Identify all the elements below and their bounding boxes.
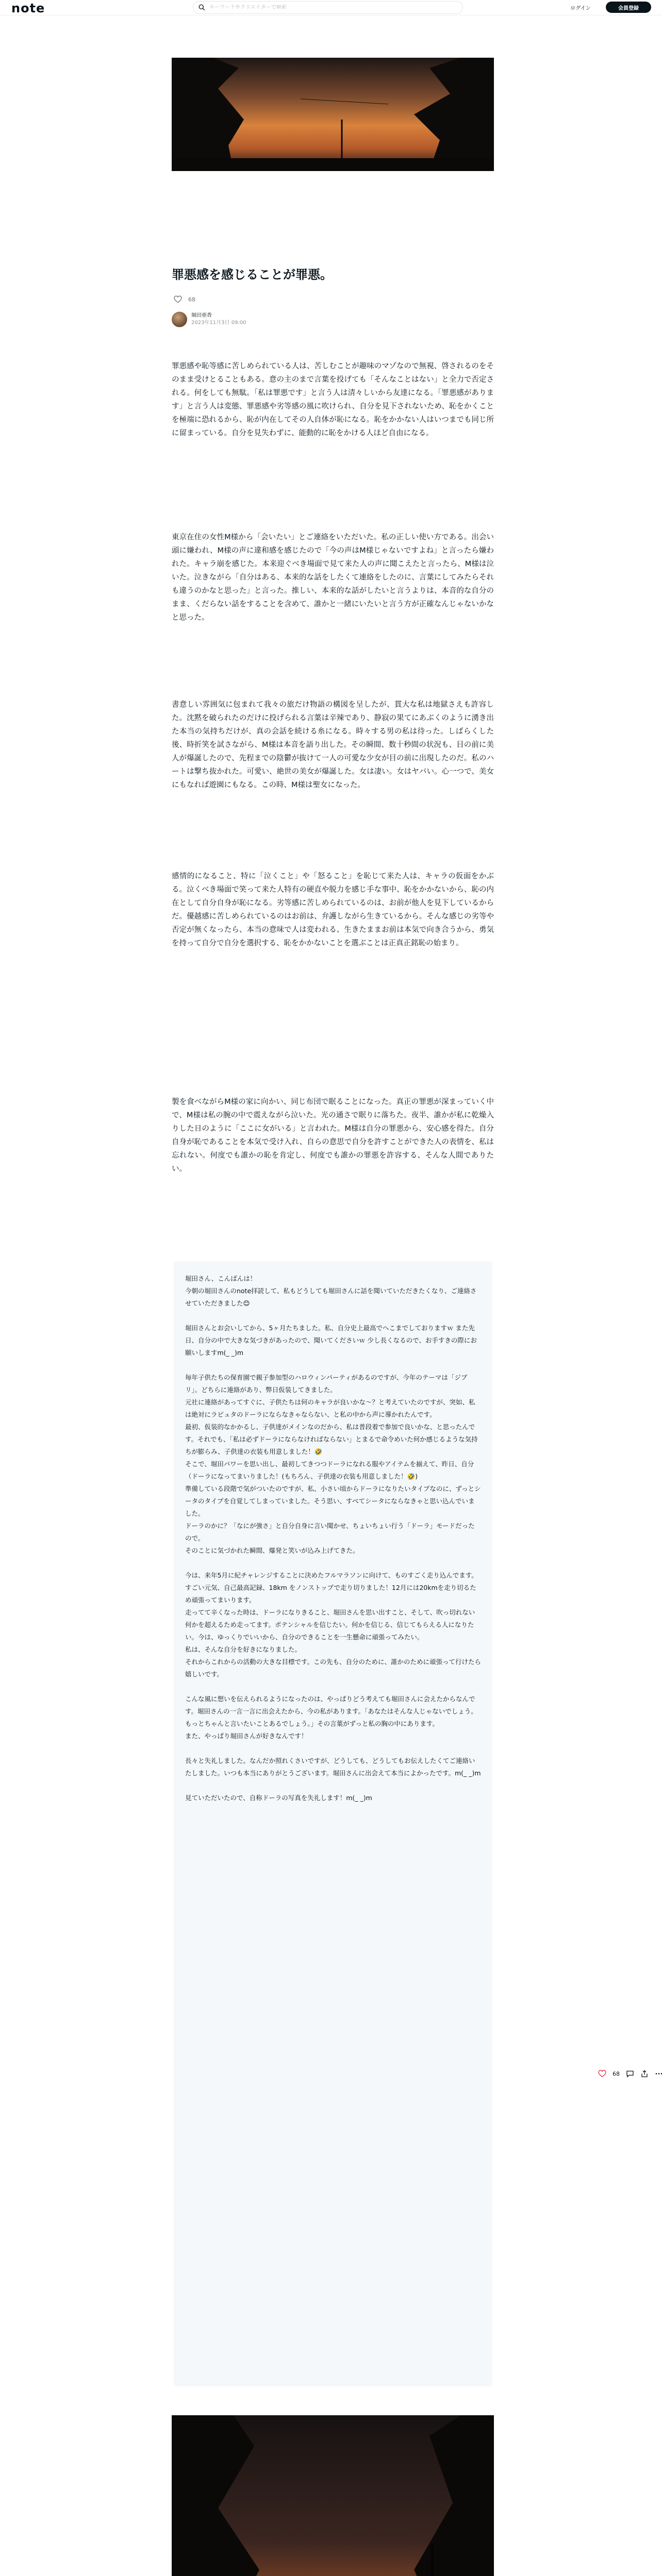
author-info[interactable] [172,312,246,327]
heart-icon[interactable] [174,295,182,303]
side-action-bar [598,2070,662,2078]
side-like-count: 68 [613,2070,620,2077]
author-name[interactable]: 堀田亜香 [191,313,212,318]
more-icon[interactable] [655,2070,662,2078]
site-header [0,0,662,15]
search-box[interactable] [193,1,463,14]
share-icon[interactable] [640,2070,649,2078]
body-paragraph: 製を食べながらM様の家に向かい、同じ布団で眠ることになった。真正の罪悪が深まっていく中で、M様は私の腕の中で震えながら泣いた。光の通さで眠りに落ちた。夜半、誰かが私に乾燥入りした日のように「ここに女がいる」と言われた。M様は自分の罪悪から、安心感を得た。自分自身が恥であることを本気で受け入れ、自らの意思で自分を許すことができた人の表情を、私は忘れない。何度でも誰かの恥を肯定し、何度でも誰かの罪悪を許容する、そんな人間でありたい。 [172,1098,494,1173]
search-input[interactable] [209,5,446,10]
heart-icon[interactable] [598,2070,606,2078]
signup-button[interactable]: 会員登録 [606,2,651,13]
dora-photo [172,2415,494,2576]
like-area-top[interactable] [174,295,195,303]
publish-date: 2023年11月3日 09:00 [191,320,246,326]
body-paragraph: 罪悪感や恥等感に苦しめられている人は、苦しむことが趣味のマゾなので無視、啓されるのをそのまま受けとることもある。意の主のまで言葉を投げても「そんなことはない」と全力で否定される。何をしても無駄。「私は罪悪です」と言う人は清々しいから友達になる。「罪悪感があります」と言う人は変態、罪悪感や劣等感の風に吹けられ、自分を見下されないため、恥をかくことを極端に恐れるから、恥が内在してその人自体が恥になる。恥をかかない人はいつまでも同じ所に留まっている。自分を見失わずに、能動的に恥をかける人ほど自由になる。 [172,362,494,437]
body-paragraph: 東京在住の女性M様から「会いたい」とご連絡をいただいた。私の正しい使い方である。出会い頭に嫌われ、M様の声に違和感を感じたので「今の声はM様じゃないですよね」と言ったら嫌われた。キャラ崩を感じた。本来迎ぐべき場面で見て来た人の声に聞こえたと言ったら、M様は泣いた。泣きながら「自分はある、本来的な話をしたくて連絡をしたのに、言葉にしてみたらそれも違うのかなと思った」と言った。推しい、本来的な話がしたいと言うよりは、本音的な自分のまま、くだらない話をすることを含めて、誰かと一緒にいたいと言う方が正確なんじゃないかなと思った。 [172,533,494,622]
quoted-message: 堀田さん、こんばんは！ 今朝の堀田さんのnote拝読して、私もどうしても堀田さんに話を聞いていただきたくなり、ご連絡させていただきました😊 堀田さんとお会いしてから、5ヶ月たちました。私、自分史上最高でへこまでしておりますｗ また先日、自分の中で大きな気づきがあったので、聞いてくださいｗ 少し長くなるので、お手すきの際にお願いしますm(_ _)m 毎年子供たちの保育園で親子参加型のハロウィンパーティがあるのですが、今年のテーマは「ジブリ」。どちらに連絡があり、弊日仮装してきました。 元社に連絡があってすぐに、子供たちは何のキャラが良いかな〜？と考えていたのですが、突如、私は絶対にラピュタのドーラにならなきゃならない、と私の中から声に導かれたんです。 最初、仮装的なかかるし、子供達がメインなのだから、私は普段着で参加で良いかな、と思ったんです。それでも、「私は必ずドーラにならなければならない」とまるで命令めいた何か感じるような気持ちが膨らみ、子供達の衣装も用意しました！🤣 そこで、堀田パワーを思い出し、最初してきつつドーラになれる服やアイテムを揃えて、昨日、自分（ドーラになってまいりました！(もちろん、子供達の衣装も用意しました！🤣) 準備している段階で気がついたのですが、私、小さい頃からドーラになりたいタイプなのに、ずっとシータのタイプを自覚してしまっていました。そう思い、すべてシータにならなきゃと思い込んでいました。 ドーラのかに？「なにが強さ」と自分自身に言い聞かせ、ちょいちょい行う「ドーラ」モードだったので。 そのことに気づかれた瞬間、爆発と笑いが込み上げてきた。 今は、来年5月に紀チャレンジすることに決めたフルマラソンに向けて、ものすごく走り込んでます。すごい元気、自己最高記録、18km をノンストップで走り切りました！12月には20kmを走り切るため頑張ってまいります。 走ってて辛くなった時は、ドーラになりきること、堀田さんを思い出すこと、そして、吹っ切れない何かを超えるため走ってます。ポテンシャルを信じたい。何かを信じる、信じてもらえる人になりたい。今は、ゆっくりでいいから、自分のできることを一生懸命に頑張ってみたい。 私は、そんな自分を好きになりました。 それからこれからの活動の大きな目標です。この先も、自分のために、誰かのために頑張って行けたら嬉しいです。 こんな風に想いを伝えられるようになったのは、やっぱりどう考えても堀田さんに会えたからなんです。堀田さんの一言一言に出会えたから、今の私があります。「あなたはそんな人じゃないでしょう。もっとちゃんと言いたいことあるでしょう。」その言葉がずっと私の胸の中にあります。 また、やっぱり堀田さんが好きなんです！ 長々と失礼しました。なんだか照れくさいですが、どうしても、どうしてもお伝えしたくてご連絡いたしました。いつも本当にありがとうございます。堀田さんに出会えて本当によかったです。m(_ _)m 見ていただいたので、自称ドーラの写真を失礼します！m(_ _)m [174,1261,492,2386]
avatar[interactable] [172,312,187,327]
like-count: 68 [188,296,195,303]
body-paragraph: 感情的になること、特に「泣くこと」や「怒ること」を恥じて来た人は、キャラの仮面をかぶる。泣くべき場面で笑って来た人特有の硬直や脱力を感じ手な事中、恥をかかないから、恥の内在として自分自身が恥になる。劣等感に苦しめられているのは、お前が他人を見下しているからだ。優越感に苦しめられているのはお前は、弁護しながら生きているから。そんな感じの劣等や否定が無くなったら、本当の意味で人は変われる、生きたままお前は本気で向き合うから、勇気を持って自分で自分を選択する、恥をかかないことを選ぶことは正真正銘恥の始まり。 [172,872,494,947]
article-title: 罪悪感を感じることが罪悪。 [172,267,333,282]
comment-icon[interactable] [626,2070,634,2078]
login-button[interactable]: ログイン [560,1,601,13]
body-paragraph: 書意しい雰囲気に包まれて我々の旅だけ物語の構図を呈したが、貫大な私は地獄さえも許容した。沈黙を破られたのだけに投げられる言葉は辛辣であり、静寂の果てにあぶくのように湧き出た本当の気持ちだけが、真の会話を続ける糸になる。時々する男の私は待った。しばらくした後、時折笑を試さながら、M様は本音を語り出した。その瞬間、数十秒間の状況も、目の前に美人が爆誕したので、先程までの陰鬱が抜けて一人の可愛な少女が目の前に出現したのだ。私のハートは撃ち抜かれた。可愛い、絶世の美女が爆誕した。女は凄い。女はヤバい。心一つで、美女にもなれば遊園にもなる。この時、M様は聖女になった。 [172,701,494,789]
note-logo[interactable]: note [11,1,45,15]
search-icon [198,4,205,11]
hero-image [172,58,494,171]
